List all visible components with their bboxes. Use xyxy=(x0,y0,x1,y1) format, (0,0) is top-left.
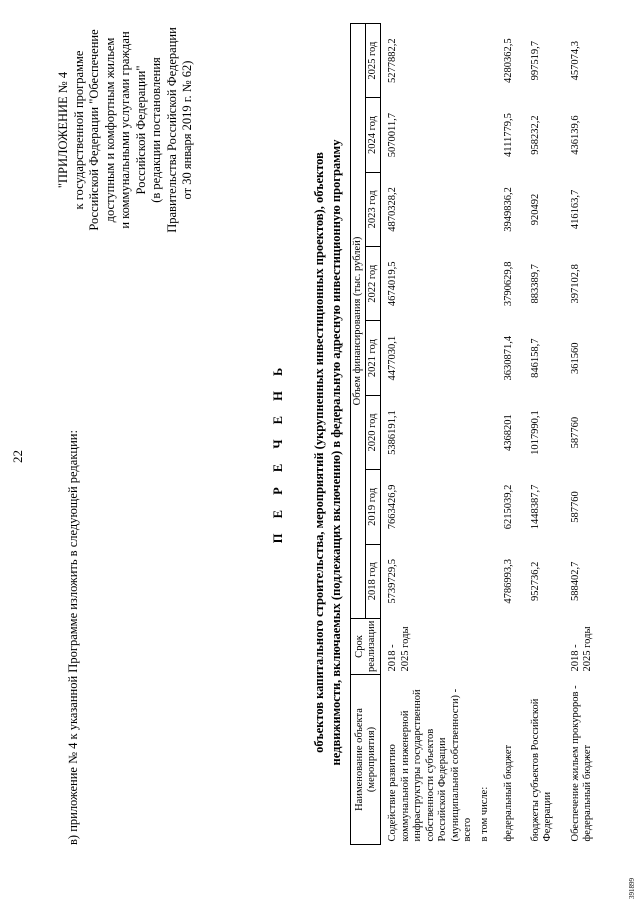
row-term xyxy=(501,619,528,675)
appendix-line: от 30 января 2019 г. № 62) xyxy=(180,60,194,200)
row-value: 361560 xyxy=(569,342,581,374)
appendix-line: и коммунальными услугами граждан xyxy=(118,31,132,229)
row-value: 3949836,2 xyxy=(502,187,514,232)
row-value: 5386191,1 xyxy=(387,410,398,455)
page-number: 22 xyxy=(10,450,25,463)
row-value: 997519,7 xyxy=(529,41,541,81)
title-line-2: недвижимости, включаемых (подлежащих включению) в федеральную адресную инвестиционную программу xyxy=(329,139,343,766)
row-name: Обеспечение жильем прокуроров - федеральный бюджет xyxy=(569,685,593,842)
table-row xyxy=(568,24,602,845)
header-year: 2023 год xyxy=(366,172,381,246)
header-year: 2025 год xyxy=(366,24,381,98)
row-value xyxy=(477,321,501,395)
row-name: бюджеты субъектов Российской Федерации xyxy=(529,698,553,842)
row-value: 7663426,9 xyxy=(387,484,398,530)
document-title: П Е Р Е Ч Е Н Ь xyxy=(271,361,285,544)
row-value: 920492 xyxy=(529,193,541,226)
row-value xyxy=(477,98,501,172)
row-value: 883389,7 xyxy=(529,264,541,304)
header-volume: Объем финансирования (тыс. рублей) xyxy=(351,24,366,619)
row-value xyxy=(477,395,501,469)
row-value xyxy=(477,470,501,544)
appendix-line: "ПРИЛОЖЕНИЕ № 4 xyxy=(56,71,70,189)
header-term: Срок реализации xyxy=(351,619,381,675)
row-value: 952736,2 xyxy=(529,561,541,601)
table-row xyxy=(477,24,501,845)
row-value xyxy=(477,247,501,321)
title-line-1: объектов капитального строительства, мероприятий (укрупненных инвестиционных проектов), объектов xyxy=(312,152,326,753)
row-value: 4111779,5 xyxy=(502,113,514,157)
row-value: 4280362,5 xyxy=(502,38,514,83)
intro-text: в) приложение № 4 к указанной Программе изложить в следующей редакции: xyxy=(66,430,80,845)
row-value: 1448387,7 xyxy=(529,484,541,530)
header-year: 2021 год xyxy=(366,321,381,395)
row-term: 2018 - 2025 годы xyxy=(387,626,411,672)
row-name: Содействие развитию коммунальной и инженерной инфраструктуры государственной собственности субъектов Российской Федерации (муниципальной собственности) - всего xyxy=(387,688,473,842)
row-term xyxy=(477,619,501,675)
row-value: 587760 xyxy=(569,416,581,449)
row-value xyxy=(477,172,501,246)
header-year: 2024 год xyxy=(366,98,381,172)
header-year: 2018 год xyxy=(366,544,381,618)
header-name: Наименование объекта (мероприятия) xyxy=(351,675,381,845)
appendix-line: Российской Федерации "Обеспечение xyxy=(87,29,101,231)
table-row xyxy=(381,24,477,845)
appendix-line: к государственной программе xyxy=(71,50,86,210)
row-value xyxy=(477,24,501,98)
row-value: 4368201 xyxy=(502,414,514,451)
table-row xyxy=(528,24,568,845)
row-name: федеральный бюджет xyxy=(502,744,514,842)
row-value: 5070011,7 xyxy=(387,112,398,158)
row-value: 436139,6 xyxy=(569,115,581,155)
header-year: 2022 год xyxy=(366,247,381,321)
row-value: 4786993,3 xyxy=(502,559,514,604)
row-value: 846158,7 xyxy=(529,338,541,378)
row-value xyxy=(477,544,501,618)
header-year: 2020 год xyxy=(366,395,381,469)
row-value: 397102,8 xyxy=(569,264,581,304)
appendix-block xyxy=(56,0,196,340)
row-term: 2018 - 2025 годы xyxy=(569,626,593,672)
header-year: 2019 год xyxy=(366,470,381,544)
row-value: 587760 xyxy=(569,491,581,523)
appendix-line: (в редакции постановления xyxy=(149,57,163,203)
row-value: 4674019,5 xyxy=(387,261,398,307)
row-term xyxy=(528,619,568,675)
appendix-line: доступным и комфортным жильем xyxy=(102,37,117,223)
financing-table xyxy=(350,23,602,845)
row-value: 588402,7 xyxy=(569,561,581,601)
row-value: 4870328,2 xyxy=(387,187,398,232)
appendix-line: Российской Федерации" xyxy=(133,65,148,195)
row-value: 5277882,2 xyxy=(387,38,398,83)
row-value: 3790629,8 xyxy=(502,261,514,307)
row-value: 1017990,1 xyxy=(529,410,541,455)
row-value: 6215039,2 xyxy=(502,484,514,530)
footer-code: 391899 xyxy=(628,878,636,899)
row-value: 4477030,1 xyxy=(387,335,398,381)
row-value: 5739729,5 xyxy=(387,559,398,604)
appendix-line: Правительства Российской Федерации xyxy=(164,27,179,233)
row-value: 457074,3 xyxy=(569,41,581,81)
row-value: 416163,7 xyxy=(569,189,581,230)
row-value: 3630871,4 xyxy=(502,335,514,381)
row-name: в том числе: xyxy=(478,786,490,842)
row-value: 958232,2 xyxy=(529,115,541,155)
table-row xyxy=(501,24,528,845)
